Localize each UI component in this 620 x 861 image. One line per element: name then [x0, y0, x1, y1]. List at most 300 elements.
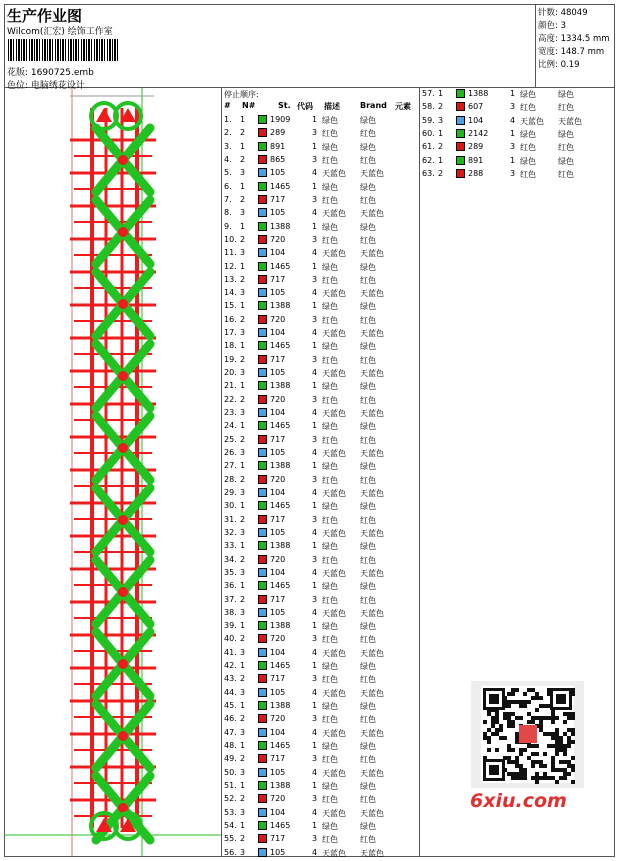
stop-needle: 2: [240, 394, 246, 404]
stop-desc: 绿色: [322, 262, 338, 272]
color-swatch: [258, 808, 267, 817]
stop-index: 47.: [224, 727, 237, 737]
stop-code: 105: [270, 607, 286, 617]
stop-row: [224, 594, 418, 607]
color-swatch: [258, 541, 267, 550]
stop-needle: 2: [240, 354, 246, 364]
stop-row: [224, 141, 418, 154]
qr-module: [511, 720, 515, 724]
color-swatch: [258, 488, 267, 497]
stop-needle: 2: [240, 234, 246, 244]
stop-row: [224, 620, 418, 633]
stop-brand: 天蓝色: [360, 728, 384, 738]
qr-module: [515, 736, 519, 740]
stop-brand: 天蓝色: [360, 249, 384, 259]
stop-desc: 红色: [322, 315, 338, 325]
stop-brand: 红色: [360, 129, 376, 139]
stop-brand: 红色: [558, 169, 574, 179]
qr-module: [563, 732, 567, 736]
stop-row: [224, 380, 418, 393]
stop-code: 104: [468, 115, 484, 125]
color-swatch: [258, 515, 267, 524]
color-swatch: [258, 421, 267, 430]
stop-st: 3: [312, 634, 318, 644]
stop-row: [224, 807, 418, 820]
stop-needle: 2: [240, 128, 246, 138]
qr-module: [483, 732, 487, 736]
stop-brand: 绿色: [360, 821, 376, 831]
stop-needle: 2: [240, 274, 246, 284]
stop-index: 24.: [224, 421, 237, 431]
stop-code: 891: [270, 141, 286, 151]
stop-brand: 红色: [360, 675, 376, 685]
stop-row: [224, 567, 418, 580]
stop-needle: 2: [240, 514, 246, 524]
qr-module: [519, 748, 523, 752]
stop-st: 1: [312, 115, 318, 124]
stop-desc: 绿色: [322, 462, 338, 472]
qr-module: [503, 716, 507, 720]
stop-row: [224, 660, 418, 673]
stop-brand: 绿色: [360, 542, 376, 552]
stop-row: [224, 127, 418, 140]
stop-st: 3: [312, 314, 318, 324]
stop-index: 33.: [224, 541, 237, 551]
qr-module: [571, 716, 575, 720]
stop-needle: 1: [240, 341, 246, 351]
qr-module: [527, 720, 531, 724]
stop-st: 1: [312, 221, 318, 231]
stop-needle: 3: [438, 115, 444, 125]
qr-module: [551, 768, 555, 772]
stop-row: [224, 114, 418, 127]
stop-row: [224, 221, 418, 234]
color-swatch: [258, 581, 267, 590]
qr-module: [535, 708, 539, 712]
stop-needle: 1: [240, 701, 246, 711]
stop-brand: 天蓝色: [360, 608, 384, 618]
stop-needle: 1: [240, 381, 246, 391]
stop-st: 3: [312, 714, 318, 724]
stop-needle: 2: [240, 194, 246, 204]
stop-st: 4: [312, 168, 318, 178]
stop-st: 1: [312, 741, 318, 751]
qr-module: [495, 748, 499, 752]
stop-needle: 1: [240, 820, 246, 830]
stop-brand: 红色: [360, 155, 376, 165]
stop-needle: 2: [240, 594, 246, 604]
stop-index: 52.: [224, 794, 237, 804]
qr-module: [571, 780, 575, 784]
stop-st: 4: [312, 847, 318, 857]
qr-module: [563, 720, 567, 724]
stop-brand: 红色: [360, 555, 376, 565]
color-swatch: [258, 688, 267, 697]
stop-index: 56.: [224, 847, 237, 857]
stop-brand: 天蓝色: [360, 329, 384, 339]
stop-brand: 天蓝色: [360, 209, 384, 219]
qr-module: [527, 688, 531, 692]
qr-module: [507, 692, 511, 696]
stop-code: 1465: [270, 581, 291, 591]
qr-module: [555, 732, 559, 736]
qr-code-image: [471, 681, 584, 788]
stop-desc: 红色: [322, 155, 338, 165]
color-swatch: [258, 248, 267, 257]
qr-module: [519, 768, 523, 772]
color-swatch: [258, 661, 267, 670]
stop-brand: 天蓝色: [360, 688, 384, 698]
stop-desc: 红色: [322, 795, 338, 805]
stop-st: 3: [312, 234, 318, 244]
stat-height: 高度: 1334.5 mm: [538, 34, 610, 44]
stop-st: 4: [312, 448, 318, 457]
stop-st: 1: [312, 621, 318, 631]
stop-needle: 3: [240, 607, 246, 617]
stop-row: [224, 474, 418, 487]
stop-code: 1388: [270, 301, 291, 311]
header: [4, 4, 536, 91]
qr-module: [527, 712, 531, 716]
stop-st: 1: [312, 261, 318, 271]
stop-desc: 绿色: [322, 662, 338, 672]
stop-desc: 绿色: [520, 90, 536, 99]
qr-module: [563, 744, 567, 748]
qr-finder: [489, 765, 499, 775]
stop-code: 105: [270, 767, 286, 777]
stop-row: [224, 633, 418, 646]
stop-needle: 3: [240, 687, 246, 697]
stop-desc: 天蓝色: [520, 116, 544, 126]
stop-desc: 红色: [322, 355, 338, 365]
stop-brand: 天蓝色: [360, 848, 384, 858]
stop-row: [224, 700, 418, 713]
stop-index: 62.: [422, 155, 435, 165]
stop-desc: 红色: [322, 635, 338, 645]
stop-row: [224, 780, 418, 793]
stop-row: [224, 340, 418, 353]
stop-needle: 1: [240, 141, 246, 151]
qr-module: [523, 772, 527, 776]
stop-desc: 天蓝色: [322, 449, 346, 458]
stop-index: 26.: [224, 448, 237, 457]
qr-module: [519, 704, 523, 708]
stop-needle: 1: [240, 781, 246, 790]
stop-row: [224, 580, 418, 593]
stop-row: [422, 88, 616, 101]
stop-row: [224, 314, 418, 327]
stop-needle: 2: [240, 474, 246, 484]
stop-st: 1: [312, 181, 318, 191]
color-swatch: [258, 461, 267, 470]
qr-module: [563, 712, 567, 716]
stop-row: [422, 128, 616, 141]
stop-needle: 1: [438, 155, 444, 165]
stop-code: 1465: [270, 341, 291, 351]
red-center: [118, 443, 128, 453]
stop-row: [224, 234, 418, 247]
qr-module: [531, 744, 535, 748]
stop-index: 42.: [224, 661, 237, 671]
qr-module: [523, 700, 527, 704]
stop-needle: 1: [240, 115, 246, 124]
stat-width: 宽度: 148.7 mm: [538, 47, 605, 57]
stop-code: 720: [270, 234, 286, 244]
stop-brand: 绿色: [360, 382, 376, 392]
stop-desc: 绿色: [322, 182, 338, 192]
stop-code: 720: [270, 314, 286, 324]
stop-index: 8.: [224, 208, 232, 218]
qr-module: [563, 748, 567, 752]
qr-module: [555, 728, 559, 732]
stop-row: [224, 434, 418, 447]
red-center: [118, 227, 128, 237]
stop-desc: 红色: [322, 235, 338, 245]
stop-row: [224, 673, 418, 686]
stop-needle: 3: [240, 168, 246, 178]
qr-module: [483, 736, 487, 740]
qr-module: [567, 760, 571, 764]
qr-module: [539, 704, 543, 708]
stop-code: 1388: [270, 621, 291, 631]
stop-code: 717: [270, 434, 286, 444]
stop-row: [224, 247, 418, 260]
stop-st: 3: [510, 168, 516, 178]
stop-brand: 红色: [558, 103, 574, 113]
stop-st: 3: [312, 754, 318, 764]
qr-module: [491, 716, 495, 720]
stop-st: 1: [312, 501, 318, 511]
color-swatch: [258, 301, 267, 310]
stop-desc: 天蓝色: [322, 568, 346, 578]
stop-code: 607: [468, 102, 484, 112]
stop-st: 4: [312, 328, 318, 338]
stop-st: 3: [312, 514, 318, 524]
stop-desc: 绿色: [322, 782, 338, 791]
color-swatch: [258, 222, 267, 231]
red-center: [118, 155, 128, 165]
qr-module: [567, 764, 571, 768]
stop-brand: 红色: [360, 515, 376, 525]
color-swatch: [258, 754, 267, 763]
stop-row: [224, 793, 418, 806]
stop-st: 1: [312, 341, 318, 351]
stop-needle: 1: [240, 461, 246, 471]
stop-index: 34.: [224, 554, 237, 564]
stop-index: 27.: [224, 461, 237, 471]
qr-module: [507, 748, 511, 752]
stop-row: [224, 367, 418, 380]
qr-module: [551, 716, 555, 720]
stop-code: 104: [270, 408, 286, 418]
stop-index: 41.: [224, 647, 237, 657]
stop-index: 51.: [224, 781, 237, 790]
color-swatch: [456, 102, 465, 111]
qr-module: [567, 736, 571, 740]
stop-row: [224, 274, 418, 287]
stop-row: [422, 101, 616, 114]
qr-module: [539, 764, 543, 768]
stop-needle: 1: [240, 261, 246, 271]
stop-st: 1: [510, 128, 516, 138]
page-title: 生产作业图: [7, 7, 83, 25]
qr-module: [507, 760, 511, 764]
stop-st: 1: [510, 155, 516, 165]
color-swatch: [456, 156, 465, 165]
stop-st: 3: [510, 102, 516, 112]
stop-index: 44.: [224, 687, 237, 697]
stop-brand: 红色: [360, 275, 376, 285]
stop-index: 39.: [224, 621, 237, 631]
stop-desc: 绿色: [322, 542, 338, 552]
stop-st: 3: [312, 834, 318, 844]
stop-st: 1: [312, 461, 318, 471]
stop-st: 3: [312, 194, 318, 204]
stop-brand: 天蓝色: [558, 116, 582, 126]
qr-module: [555, 748, 559, 752]
qr-module: [567, 716, 571, 720]
stop-row: [224, 740, 418, 753]
stop-index: 58.: [422, 102, 435, 112]
color-swatch: [258, 448, 267, 457]
stop-needle: 1: [438, 128, 444, 138]
qr-module: [515, 776, 519, 780]
stop-needle: 1: [240, 621, 246, 631]
stop-desc: 绿色: [322, 622, 338, 632]
stop-desc: 天蓝色: [322, 209, 346, 219]
stop-index: 45.: [224, 701, 237, 711]
stop-index: 35.: [224, 567, 237, 577]
qr-module: [555, 752, 559, 756]
stop-desc: 天蓝色: [322, 848, 346, 858]
stop-st: 1: [312, 581, 318, 591]
stop-desc: 天蓝色: [322, 808, 346, 818]
stop-index: 54.: [224, 820, 237, 830]
qr-module: [551, 776, 555, 780]
qr-module: [543, 776, 547, 780]
color-swatch: [456, 116, 465, 125]
qr-module: [539, 724, 543, 728]
stop-code: 720: [270, 394, 286, 404]
color-swatch: [258, 674, 267, 683]
qr-module: [511, 760, 515, 764]
stop-order-label: 停止顺序:: [224, 90, 259, 99]
stop-index: 55.: [224, 834, 237, 844]
pattern-file: 花版: 1690725.emb: [7, 68, 94, 78]
stop-st: 4: [312, 368, 318, 378]
qr-module: [539, 720, 543, 724]
stop-brand: 天蓝色: [360, 369, 384, 379]
qr-module: [551, 760, 555, 764]
qr-module: [571, 768, 575, 772]
qr-module: [507, 744, 511, 748]
stop-code: 105: [270, 687, 286, 697]
stop-needle: 1: [240, 221, 246, 231]
stop-desc: 天蓝色: [322, 409, 346, 419]
qr-module: [531, 776, 535, 780]
color-swatch: [258, 714, 267, 723]
stop-index: 21.: [224, 381, 237, 391]
qr-module: [515, 688, 519, 692]
stop-desc: 天蓝色: [322, 249, 346, 259]
qr-module: [535, 716, 539, 720]
qr-module: [551, 720, 555, 724]
color-swatch: [258, 328, 267, 337]
color-swatch: [258, 834, 267, 843]
col-header-desc: 描述: [324, 102, 340, 111]
stop-row: [224, 487, 418, 500]
stop-needle: 1: [240, 581, 246, 591]
qr-module: [543, 764, 547, 768]
stop-index: 37.: [224, 594, 237, 604]
stop-brand: 红色: [360, 475, 376, 485]
qr-module: [511, 748, 515, 752]
color-swatch: [258, 741, 267, 750]
qr-module: [551, 736, 555, 740]
qr-module: [551, 732, 555, 736]
stop-needle: 2: [240, 154, 246, 164]
stop-code: 720: [270, 794, 286, 804]
red-center: [118, 299, 128, 309]
stop-brand: 绿色: [360, 502, 376, 512]
stop-code: 289: [270, 128, 286, 138]
color-swatch: [258, 701, 267, 710]
qr-module: [535, 780, 539, 784]
stop-needle: 3: [240, 727, 246, 737]
qr-module: [547, 776, 551, 780]
stop-desc: 绿色: [322, 422, 338, 432]
qr-module: [571, 740, 575, 744]
qr-module: [531, 764, 535, 768]
qr-module: [515, 732, 519, 736]
qr-module: [495, 712, 499, 716]
qr-module: [519, 776, 523, 780]
stop-st: 3: [510, 142, 516, 152]
qr-module: [559, 776, 563, 780]
stop-needle: 3: [240, 807, 246, 817]
stop-desc: 红色: [322, 475, 338, 485]
stop-st: 3: [312, 594, 318, 604]
stop-brand: 天蓝色: [360, 449, 384, 458]
qr-module: [547, 744, 551, 748]
stop-brand: 天蓝色: [360, 768, 384, 778]
qr-module: [535, 752, 539, 756]
qr-module: [567, 744, 571, 748]
qr-module: [523, 704, 527, 708]
stop-needle: 1: [240, 181, 246, 191]
stop-brand: 绿色: [360, 422, 376, 432]
stop-needle: 2: [438, 168, 444, 178]
stop-st: 3: [312, 154, 318, 164]
stop-st: 3: [312, 474, 318, 484]
stop-needle: 3: [240, 847, 246, 857]
stop-index: 60.: [422, 128, 435, 138]
qr-module: [487, 736, 491, 740]
stop-index: 29.: [224, 487, 237, 497]
stop-index: 9.: [224, 221, 232, 231]
stop-needle: 3: [240, 448, 246, 457]
stop-index: 5.: [224, 168, 232, 178]
stop-row: [224, 540, 418, 553]
qr-finder: [489, 694, 499, 704]
stop-brand: 天蓝色: [360, 648, 384, 658]
stop-needle: 3: [240, 208, 246, 218]
stop-index: 14.: [224, 288, 237, 298]
stop-row: [224, 727, 418, 740]
stop-row: [224, 327, 418, 340]
color-swatch: [258, 621, 267, 630]
stop-code: 288: [468, 168, 484, 178]
